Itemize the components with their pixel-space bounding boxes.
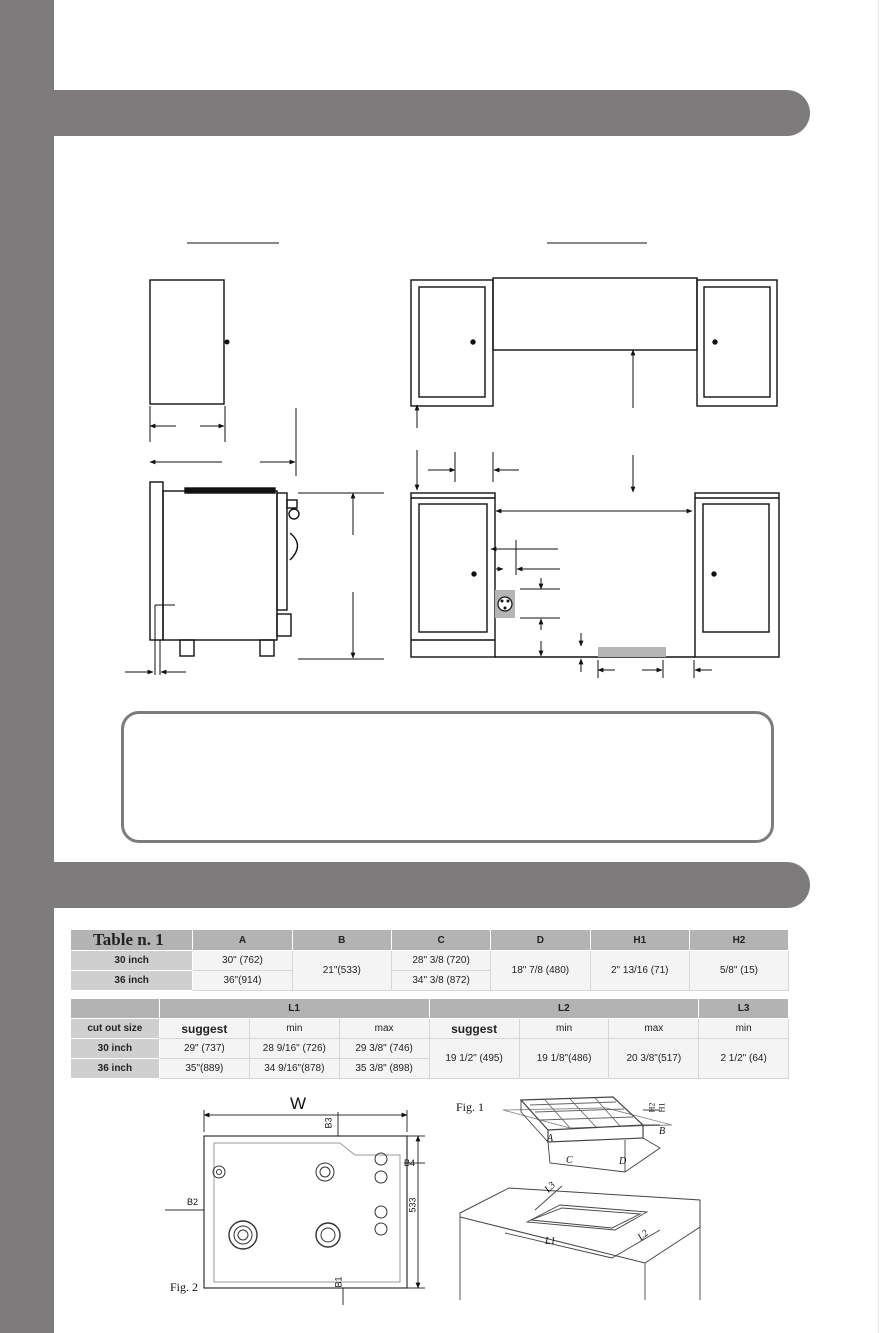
fig-1-h1: H1 — [657, 1102, 667, 1113]
table-2-subheader-label: cut out size — [71, 1019, 160, 1039]
table-2-subheader: suggest — [159, 1019, 249, 1039]
fig-1-b: B — [659, 1126, 666, 1137]
table-1-row-label: 36 inch — [71, 971, 193, 991]
fig-1-label: Fig. 1 — [456, 1100, 485, 1114]
table-1-col-a: A — [193, 930, 292, 951]
fig-2-label: Fig. 2 — [170, 1280, 199, 1294]
table-1-row-label: 30 inch — [71, 951, 193, 971]
table-1-cell: 36"(914) — [193, 971, 292, 991]
table-1-col-d: D — [491, 930, 590, 951]
fig-2-b2: B2 — [187, 1197, 199, 1207]
table-1-name: Table n. 1 — [71, 930, 193, 951]
table-1-cell: 5/8" (15) — [689, 951, 788, 991]
fig-1-l1: L1 — [545, 1236, 556, 1247]
table-2-cell: 34 9/16"(878) — [249, 1059, 339, 1079]
fig-1-c: C — [566, 1155, 573, 1166]
table-2-cell: 29" (737) — [159, 1039, 249, 1059]
table-1-cell: 34" 3/8 (872) — [391, 971, 490, 991]
table-2-group-l2: L2 — [429, 999, 699, 1019]
table-1-cell: 30" (762) — [193, 951, 292, 971]
table-1-cell: 2" 13/16 (71) — [590, 951, 689, 991]
table-2-cell: 2 1/2" (64) — [699, 1039, 789, 1079]
table-1-cell: 28" 3/8 (720) — [391, 951, 490, 971]
table-2-cell: 20 3/8"(517) — [609, 1039, 699, 1079]
table-2-subheader: min — [249, 1019, 339, 1039]
fig-2-depth: 533 — [407, 1197, 418, 1213]
table-2-group-l1: L1 — [159, 999, 429, 1019]
table-2-cell: 19 1/2" (495) — [429, 1039, 519, 1079]
fig-1-d: D — [619, 1156, 627, 1167]
table-2-cell: 35 3/8" (898) — [339, 1059, 429, 1079]
fig-1-h2: H2 — [647, 1102, 657, 1113]
table-2-subheader: max — [339, 1019, 429, 1039]
table-2-subheader: min — [519, 1019, 609, 1039]
fig-2-b4: B4 — [404, 1158, 416, 1168]
fig-1-l3: L3 — [542, 1179, 558, 1196]
fig-2-width-label: W — [290, 1094, 307, 1113]
fig-2-b1: B1 — [333, 1276, 344, 1288]
table-2-cell: 19 1/8"(486) — [519, 1039, 609, 1079]
table-2-cell: 28 9/16" (726) — [249, 1039, 339, 1059]
table-1-col-h2: H2 — [689, 930, 788, 951]
table-2-cell: 35"(889) — [159, 1059, 249, 1079]
table-2-subheader: min — [699, 1019, 789, 1039]
table-2-row-label: 36 inch — [71, 1059, 160, 1079]
fig-1-l2: L2 — [635, 1227, 651, 1244]
table-1-col-c: C — [391, 930, 490, 951]
table-1-col-b: B — [292, 930, 391, 951]
table-1-cell: 21"(533) — [292, 951, 391, 991]
table-2-cell: 29 3/8" (746) — [339, 1039, 429, 1059]
table-2-subheader: suggest — [429, 1019, 519, 1039]
table-1-cell: 18" 7/8 (480) — [491, 951, 590, 991]
table-2-subheader: max — [609, 1019, 699, 1039]
fig-2-b3: B3 — [323, 1117, 334, 1129]
fig-1-a: A — [547, 1133, 554, 1144]
table-1-col-h1: H1 — [590, 930, 689, 951]
table-2-row-label: 30 inch — [71, 1039, 160, 1059]
table-2-group-l3: L3 — [699, 999, 789, 1019]
